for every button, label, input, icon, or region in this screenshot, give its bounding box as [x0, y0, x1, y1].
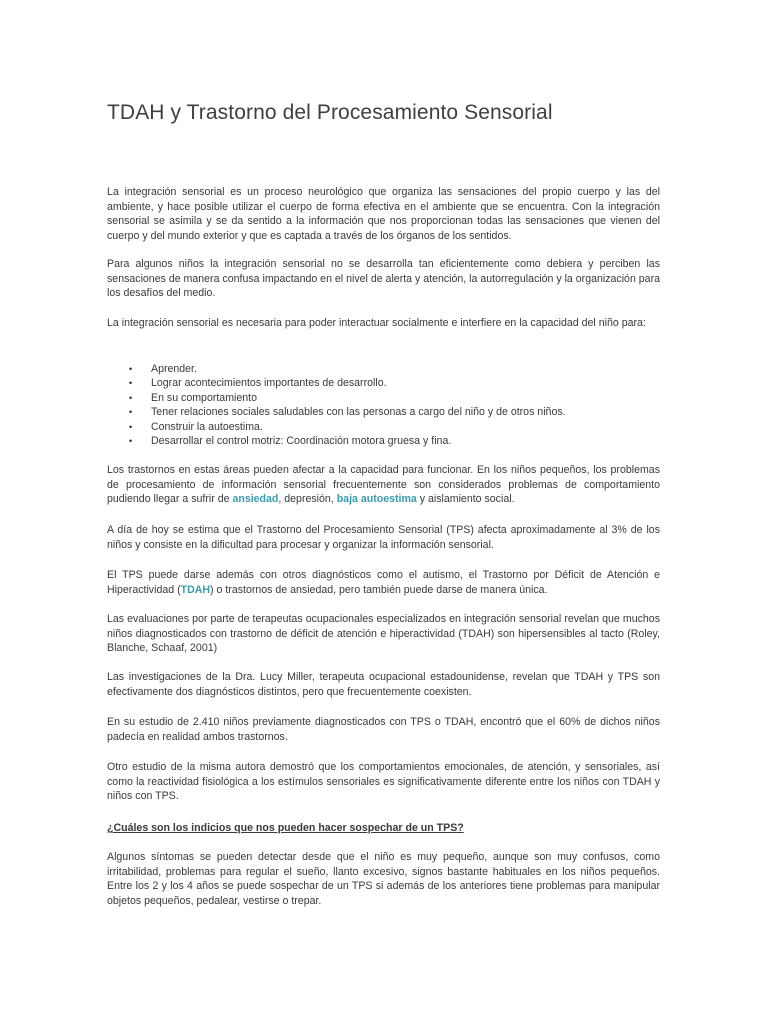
- bullet-icon: •: [129, 407, 133, 418]
- paragraph-study: En su estudio de 2.410 niños previamente diagnosticados con TPS o TDAH, encontró que el 60% de dichos niños padecía en realidad ambos trastornos.: [107, 716, 660, 743]
- list-item-text: Aprender.: [151, 363, 197, 375]
- paragraph-text: Los trastornos en estas áreas pueden afectar a la capacidad para funcionar. En los niños pequeños, los problemas de procesamiento de información sensorial frecuentemente son considerados problemas de comportamiento pudiendo llegar a sufrir de: [107, 464, 660, 505]
- document-title: TDAH y Trastorno del Procesamiento Sensorial: [107, 101, 553, 124]
- list-item: [107, 405, 660, 419]
- paragraph-integration-needed: La integración sensorial es necesaria para poder interactuar socialmente e interfiere en la capacidad del niño para:: [107, 317, 646, 329]
- paragraph-comorbidity: [107, 568, 660, 597]
- bullet-icon: •: [129, 392, 133, 403]
- paragraph-evaluations: Las evaluaciones por parte de terapeutas ocupacionales especializados en integración sensorial revelan que muchos niños diagnosticados con trastorno de déficit de atención e hiperactividad (TDAH) son hipersensibles al tacto (Roley, Blanche, Schaaf, 2001): [107, 613, 660, 654]
- paragraph-text: ) o trastornos de ansiedad, pero también puede darse de manera única.: [210, 583, 548, 596]
- paragraph-text: , depresión,: [278, 493, 337, 505]
- paragraph-second-study: Otro estudio de la misma autora demostró que los comportamientos emocionales, de atención, y sensoriales, así como la reactividad fisiológica a los estímulos sensoriales es significativamente diferente entre los niños con TDAH y niños con TPS.: [107, 761, 660, 802]
- list-item-text: Lograr acontecimientos importantes de desarrollo.: [151, 377, 387, 390]
- link-tdah[interactable]: TDAH: [180, 583, 211, 596]
- list-item: [107, 376, 660, 390]
- paragraph-prevalence: A día de hoy se estima que el Trastorno del Procesamiento Sensorial (TPS) afecta aproximadamente al 3% de los niños y consiste en la dificultad para procesar y organizar la información sensorial.: [107, 524, 660, 551]
- bullet-icon: •: [129, 421, 133, 432]
- list-item: [107, 391, 660, 405]
- paragraph-miller-research: Las investigaciones de la Dra. Lucy Miller, terapeuta ocupacional estadounidense, revelan que TDAH y TPS son efectivamente dos diagnósticos distintos, pero que frecuentemente coexisten.: [107, 671, 660, 698]
- link-baja-autoestima[interactable]: baja autoestima: [336, 493, 417, 505]
- list-item-text: Desarrollar el control motriz: Coordinación motora gruesa y fina.: [151, 435, 452, 448]
- paragraph-disorders-effects: [107, 463, 660, 507]
- link-ansiedad[interactable]: ansiedad: [232, 493, 279, 505]
- bullet-icon: •: [129, 364, 133, 374]
- paragraph-integration-issues: Para algunos niños la integración sensorial no se desarrolla tan eficientemente como debiera y perciben las sensaciones de manera confusa impactando en el nivel de alerta y atención, la autorregulación y la organización para los desafíos del medio.: [107, 258, 660, 299]
- list-item: [107, 420, 660, 434]
- paragraph-intro: La integración sensorial es un proceso neurológico que organiza las sensaciones del propio cuerpo y las del ambiente, y hace posible utilizar el cuerpo de forma efectiva en el ambiente que se encuentra. Con la integración sensorial se asimila y se da sentido a la información que nos proporcionan todas las sensaciones que vienen del cuerpo y del mundo exterior y que es captada a través de los órganos de los sentidos.: [107, 186, 660, 242]
- bullet-icon: •: [129, 436, 133, 447]
- bullet-icon: •: [129, 378, 133, 389]
- list-item-text: Tener relaciones sociales saludables con las personas a cargo del niño y de otros niños.: [151, 406, 566, 419]
- paragraph-text: y aislamiento social.: [416, 493, 515, 505]
- section-heading: ¿Cuáles son los indicios que nos pueden hacer sospechar de un TPS?: [107, 822, 464, 834]
- list-item-text: En su comportamiento: [151, 391, 257, 404]
- list-item: [107, 434, 660, 448]
- paragraph-text: El TPS puede darse además con otros diagnósticos como el autismo, el Trastorno por Déficit de Atención e Hiperactividad (: [107, 569, 660, 596]
- list-item: [107, 362, 660, 376]
- paragraph-symptoms: Algunos síntomas se pueden detectar desde que el niño es muy pequeño, aunque son muy confusos, como irritabilidad, problemas para regular el sueño, llanto excesivo, signos bastante habituales en los niños pequeños. Entre los 2 y los 4 años se puede sospechar de un TPS si además de los anteriores tiene problemas para manipular objetos pequeños, pedalear, vestirse o trepar.: [107, 851, 660, 907]
- list-item-text: Construir la autoestima.: [151, 420, 263, 433]
- capabilities-list: [107, 362, 660, 448]
